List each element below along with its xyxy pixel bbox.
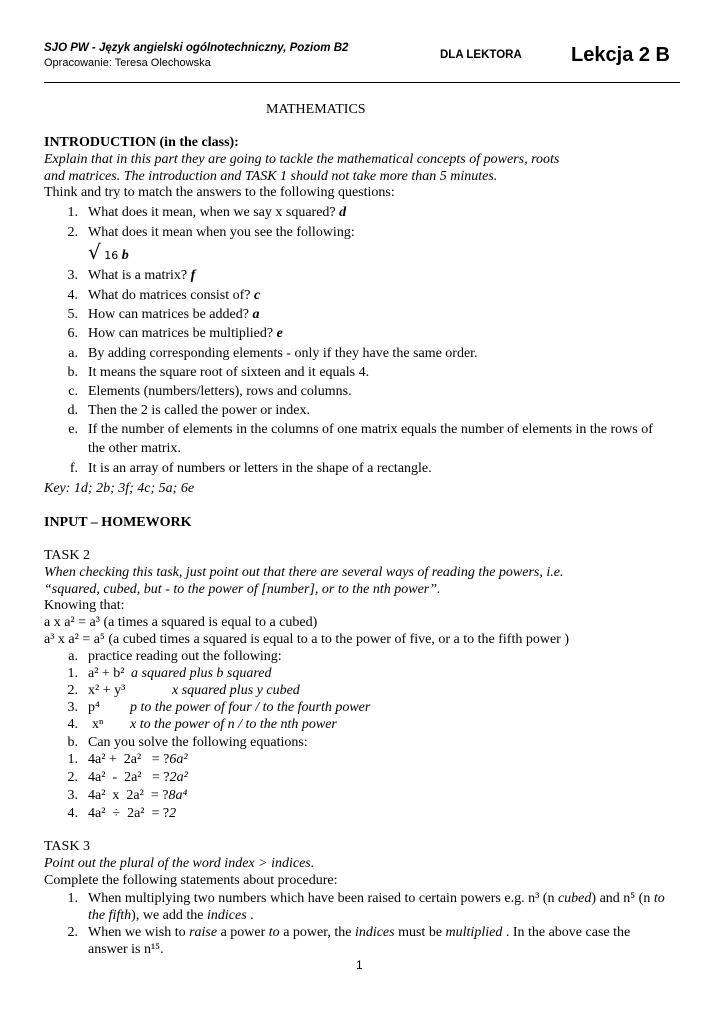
q-num: 2. xyxy=(67,225,78,240)
answer-a: By adding corresponding elements - only if they have the same order. xyxy=(88,346,478,361)
eq-num: 2. xyxy=(67,770,78,785)
stmt-num: 2. xyxy=(67,925,78,940)
statement-2-cont: answer is n¹⁵. xyxy=(88,942,164,957)
ans-letter: c. xyxy=(68,384,78,399)
knowing: Knowing that: xyxy=(44,598,125,613)
q-num: 1. xyxy=(67,205,78,220)
question-2: What does it mean when you see the following: xyxy=(88,225,355,240)
read-num: 1. xyxy=(67,666,78,681)
answer-key: Key: 1d; 2b; 3f; 4c; 5a; 6e xyxy=(44,481,195,496)
part-letter: b. xyxy=(67,735,78,750)
eq-num: 3. xyxy=(67,788,78,803)
statement-2: When we wish to raise a power to a power, the indices must be multiplied . In the above case the xyxy=(88,925,631,940)
reading-3-text: p to the power of four / to the fourth power xyxy=(130,700,371,715)
ans-letter: d. xyxy=(67,403,78,418)
intro-instruction: Think and try to match the answers to the following questions: xyxy=(44,185,395,200)
task2-note-2: “squared, cubed, but - to the power of [number], or to the nth power”. xyxy=(44,582,441,597)
solve-eq-1: 4a² + 2a² = ?6a² xyxy=(88,752,188,767)
answer-c: Elements (numbers/letters), rows and columns. xyxy=(88,384,352,399)
reading-3-expr: p⁴ xyxy=(88,700,100,715)
intro-heading: INTRODUCTION (in the class): xyxy=(44,135,239,150)
question-5: How can matrices be added? a xyxy=(88,307,260,322)
solve-eq-4: 4a² ÷ 2a² = ?2 xyxy=(88,806,177,821)
answer-e-cont: the other matrix. xyxy=(88,441,181,456)
solve-eq-3: 4a² x 2a² = ?8a⁴ xyxy=(88,788,188,803)
page-title: MATHEMATICS xyxy=(266,102,366,117)
task3-instruction: Complete the following statements about procedure: xyxy=(44,873,338,888)
task2-note-1: When checking this task, just point out that there are several ways of reading the powers, i.e. xyxy=(44,565,564,580)
solve-eq-2: 4a² - 2a² = ?2a² xyxy=(88,770,188,785)
reading-1-text: a squared plus b squared xyxy=(131,666,272,681)
page-number: 1 xyxy=(356,958,363,972)
lesson-label: Lekcja 2 B xyxy=(571,44,670,66)
root-expression: √ 16 b xyxy=(88,240,129,264)
answer-d: Then the 2 is called the power or index. xyxy=(88,403,310,418)
part-letter: a. xyxy=(68,649,78,664)
equation-1: a x a² = a³ (a times a squared is equal to a cubed) xyxy=(44,615,318,630)
ans-letter: b. xyxy=(67,365,78,380)
question-4: What do matrices consist of? c xyxy=(88,288,261,303)
audience-label: DLA LEKTORA xyxy=(440,49,522,61)
answer-b: It means the square root of sixteen and it equals 4. xyxy=(88,365,370,380)
task3-note: Point out the plural of the word index > indices. xyxy=(44,856,315,871)
read-num: 3. xyxy=(67,700,78,715)
q-num: 3. xyxy=(67,268,78,283)
course-title: SJO PW - Język angielski ogólnotechniczny, Poziom B2 xyxy=(44,42,349,54)
reading-2-text: x squared plus y cubed xyxy=(172,683,300,698)
author-line: Opracowanie: Teresa Olechowska xyxy=(44,57,211,69)
ans-letter: a. xyxy=(68,346,78,361)
stmt-num: 1. xyxy=(67,891,78,906)
part-b: Can you solve the following equations: xyxy=(88,735,308,750)
task3-heading: TASK 3 xyxy=(44,839,90,854)
q-num: 4. xyxy=(67,288,78,303)
statement-1: When multiplying two numbers which have been raised to certain powers e.g. n³ (n cubed) and n⁵ (n to the fifth), we add the indices . xyxy=(88,891,665,923)
eq-num: 1. xyxy=(67,752,78,767)
equation-2: a³ x a² = a⁵ (a cubed times a squared is equal to a to the power of five, or a to the fifth power ) xyxy=(44,632,569,647)
read-num: 2. xyxy=(67,683,78,698)
intro-note-2: and matrices. The introduction and TASK 1 should not take more than 5 minutes. xyxy=(44,169,498,184)
reading-4-expr: xⁿ xyxy=(92,717,104,732)
homework-heading: INPUT – HOMEWORK xyxy=(44,515,192,530)
read-num: 4. xyxy=(67,717,78,732)
reading-1-expr: a² + b² xyxy=(88,666,125,681)
answer-e: If the number of elements in the columns of one matrix equals the number of elements in the rows of xyxy=(88,422,653,437)
root-icon: √ xyxy=(88,240,101,264)
page-header xyxy=(44,40,680,83)
answer-f: It is an array of numbers or letters in the shape of a rectangle. xyxy=(88,461,432,476)
ans-letter: e. xyxy=(68,422,78,437)
eq-num: 4. xyxy=(67,806,78,821)
q-num: 6. xyxy=(67,326,78,341)
task2-heading: TASK 2 xyxy=(44,548,90,563)
question-3: What is a matrix? f xyxy=(88,268,196,283)
intro-note-1: Explain that in this part they are going to tackle the mathematical concepts of powers, roots xyxy=(44,152,560,167)
part-a: practice reading out the following: xyxy=(88,649,282,664)
question-1: What does it mean, when we say x squared? d xyxy=(88,205,347,220)
reading-4-text: x to the power of n / to the nth power xyxy=(130,717,337,732)
question-6: How can matrices be multiplied? e xyxy=(88,326,283,341)
ans-letter: f. xyxy=(69,461,78,476)
q-num: 5. xyxy=(67,307,78,322)
reading-2-expr: x² + y³ xyxy=(88,683,126,698)
